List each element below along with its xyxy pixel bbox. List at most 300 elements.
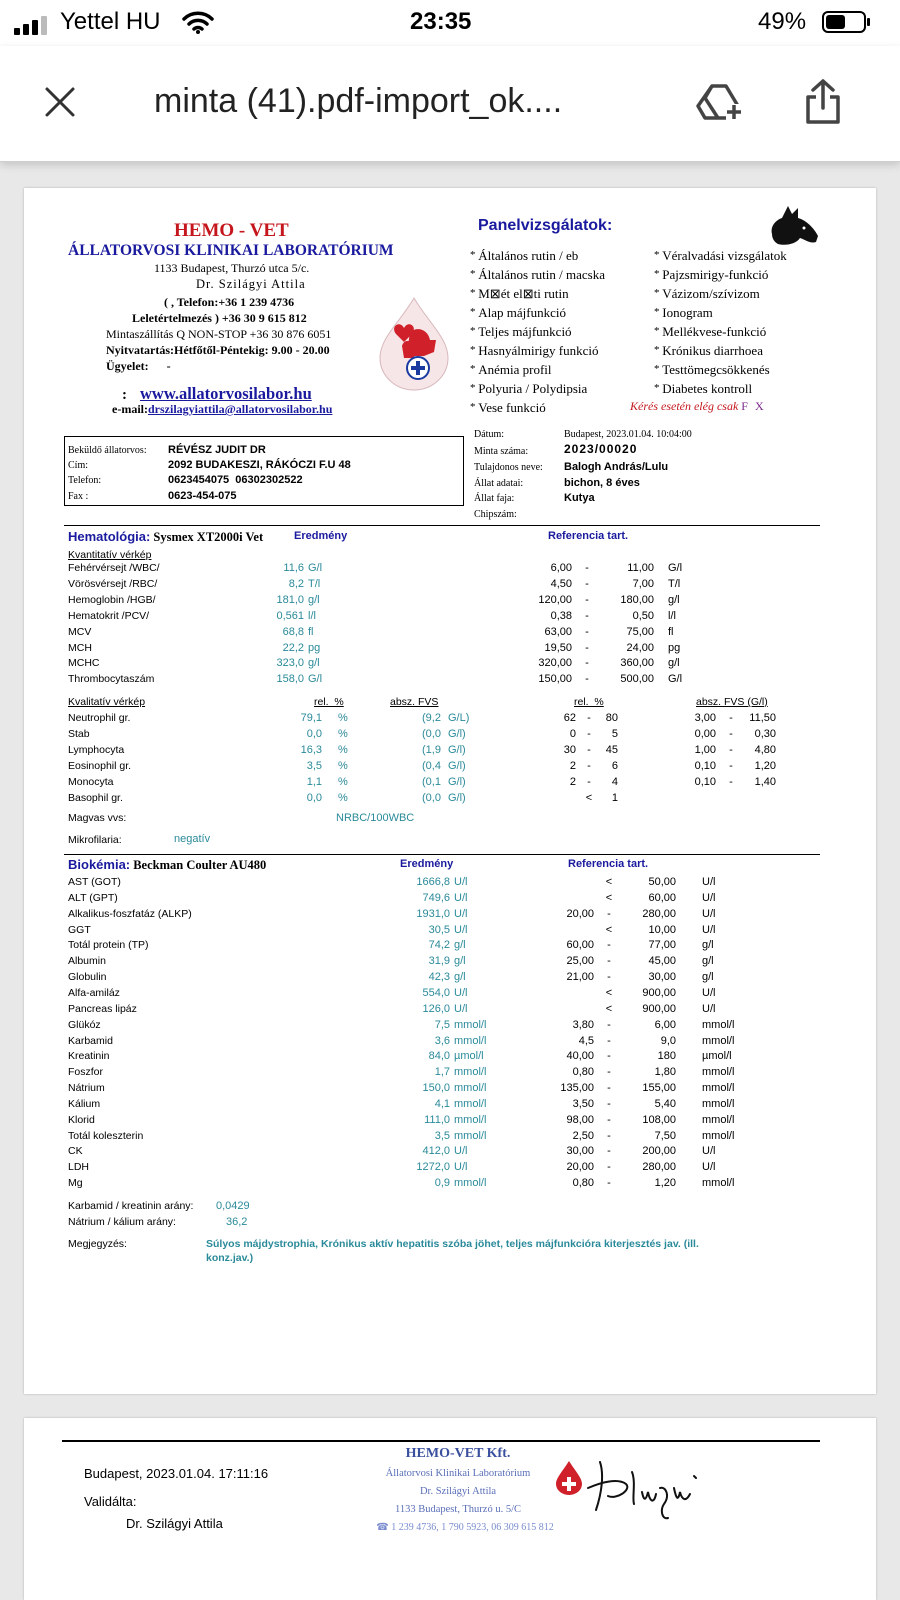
- abs-value: (0,4: [422, 759, 441, 772]
- reference-separator: -: [607, 907, 611, 920]
- reference-high: 180,00: [620, 593, 654, 606]
- rel-ref-high: 5: [611, 727, 618, 740]
- result-name: Klorid: [68, 1113, 95, 1126]
- sender-fax-label: Fax :: [68, 491, 89, 502]
- panel-item[interactable]: * Krónikus diarrhoea: [654, 341, 787, 360]
- abs-ref-low: 1,00: [694, 743, 716, 756]
- lab-name: HEMO - VET: [174, 220, 289, 241]
- result-unit: mmol/l: [454, 1082, 487, 1095]
- divider: [64, 854, 820, 855]
- result-name: Kreatinin: [68, 1050, 110, 1063]
- abs-ref-low: 0,10: [694, 759, 716, 772]
- result-value: 323,0: [276, 657, 304, 670]
- panel-item[interactable]: * Teljes májfunkció: [470, 322, 605, 341]
- result-value: 4,1: [434, 1097, 450, 1110]
- result-value-cell: [234, 610, 316, 623]
- result-unit: U/l: [454, 891, 468, 904]
- panel-item[interactable]: * M⊠ét el⊠ti rutin: [470, 284, 605, 303]
- abs-value: (0,0: [422, 727, 441, 740]
- result-value: 42,3: [428, 971, 450, 984]
- reference-cell: [534, 1082, 734, 1095]
- panel-item[interactable]: * Általános rutin / macska: [470, 265, 605, 284]
- rel-ref-low: 62: [563, 712, 576, 724]
- ratio-na-k: 36,2: [226, 1216, 248, 1228]
- abs-header: absz. FVS: [390, 696, 439, 708]
- rel-unit: %: [338, 791, 348, 804]
- panel-note-fx: F X: [741, 399, 766, 413]
- reference-unit: U/l: [702, 891, 716, 904]
- result-value: 30,5: [428, 923, 450, 936]
- reference-low: 4,50: [550, 577, 572, 590]
- reference-unit: U/l: [702, 876, 716, 888]
- lab-hours: Nyitvatartás:Hétfőtől-Péntekig: 9.00 - 20.00: [106, 343, 330, 357]
- reference-low: 2,50: [572, 1129, 594, 1142]
- remark-text-cont: konz.jav.): [206, 1252, 254, 1264]
- share-icon[interactable]: [804, 78, 842, 126]
- reference-low: 98,00: [566, 1113, 594, 1126]
- rel-value: 1,1: [306, 775, 322, 788]
- cell-name: Eosinophil gr.: [68, 759, 132, 772]
- reference-unit: U/l: [702, 1145, 716, 1158]
- reference-high: 180: [657, 1050, 676, 1063]
- panel-title: Panelvizsgálatok:: [478, 217, 613, 234]
- result-value: 158,0: [276, 673, 304, 686]
- panel-item[interactable]: * Általános rutin / eb: [470, 246, 605, 265]
- cell-name: Stab: [68, 727, 90, 740]
- reference-unit: pg: [668, 641, 681, 654]
- hematology-title: Hematológia:: [68, 529, 151, 544]
- result-value-cell: [380, 1003, 467, 1016]
- rel-unit: %: [338, 743, 348, 756]
- result-value-cell: [234, 673, 322, 686]
- result-value: 126,0: [422, 1002, 450, 1015]
- reference-low: 63,00: [544, 625, 572, 638]
- reference-unit: g/l: [702, 971, 714, 984]
- result-unit: l/l: [308, 609, 316, 622]
- result-name: Albumin: [68, 955, 106, 968]
- reference-high: 75,00: [626, 625, 654, 638]
- result-value: 11,6: [283, 562, 304, 574]
- rel-unit: %: [338, 759, 348, 772]
- result-value: 1931,0: [416, 907, 450, 920]
- reference-low: 19,50: [544, 641, 572, 654]
- result-name: Alfa-amiláz: [68, 986, 120, 999]
- species-label: Állat faja:: [474, 493, 515, 504]
- result-unit: mmol/l: [454, 1097, 487, 1110]
- panel-item[interactable]: * Alap májfunkció: [470, 303, 605, 322]
- reference-cell: [534, 1003, 715, 1016]
- result-name: Thrombocytaszám: [68, 673, 155, 686]
- biochemistry-result-header: Eredmény: [400, 858, 454, 870]
- reference-cell: [512, 578, 680, 591]
- result-unit: g/l: [454, 955, 466, 968]
- reference-high: 45,00: [648, 955, 676, 968]
- reference-separator: -: [607, 1097, 611, 1110]
- result-value: 74,2: [428, 939, 450, 952]
- add-to-drive-icon[interactable]: [696, 82, 744, 124]
- biochemistry-title: Biokémia:: [68, 857, 131, 872]
- reference-high: 1,20: [654, 1177, 676, 1190]
- reference-separator: -: [607, 1177, 611, 1190]
- abs-ref-low: 3,00: [694, 712, 716, 724]
- reference-high: 5,40: [654, 1097, 676, 1110]
- abs-ref-separator: -: [729, 743, 733, 756]
- result-unit: mmol/l: [454, 1018, 487, 1031]
- result-unit: mmol/l: [454, 1113, 487, 1126]
- panel-item[interactable]: * Anémia profil: [470, 360, 605, 379]
- biochemistry-device: Beckman Coulter AU480: [133, 858, 267, 872]
- reference-low: 20,00: [566, 1161, 594, 1174]
- result-value: 3,6: [434, 1034, 450, 1047]
- document-title: minta (41).pdf-import_ok....: [154, 82, 563, 120]
- hematology-result-header: Eredmény: [294, 530, 348, 542]
- abs-value: (9,2: [422, 712, 441, 724]
- website-link[interactable]: www.allatorvosilabor.hu: [140, 384, 312, 403]
- reference-high: 280,00: [642, 907, 676, 920]
- result-unit: U/l: [454, 986, 468, 999]
- validator-name: Dr. Szilágyi Attila: [126, 1516, 223, 1531]
- reference-separator: -: [607, 939, 611, 952]
- result-name: MCH: [68, 641, 92, 654]
- panel-item[interactable]: * Pajzsmirigy-funkció: [654, 265, 787, 284]
- sender-address-label: Cím:: [68, 460, 89, 471]
- battery-percent: 49%: [758, 8, 807, 35]
- abs-ref-high: 11,50: [749, 712, 776, 724]
- result-value-cell: [234, 578, 320, 591]
- blood-drop-icon: [554, 1460, 584, 1496]
- reference-high: 900,00: [642, 1002, 676, 1015]
- result-unit: G/l: [308, 562, 323, 574]
- reference-unit: mmol/l: [702, 1113, 735, 1126]
- abs-ref-low: 0,10: [694, 775, 716, 788]
- result-value-cell: [380, 908, 467, 921]
- reference-unit: l/l: [668, 609, 676, 622]
- reference-unit: mmol/l: [702, 1034, 735, 1047]
- reference-unit: U/l: [702, 923, 716, 936]
- abs-ref-header: absz. FVS (G/l): [696, 696, 768, 708]
- reference-cell: [512, 626, 674, 639]
- result-name: Karbamid: [68, 1034, 113, 1047]
- result-name: Hematokrit /PCV/: [68, 609, 150, 622]
- reference-low: 135,00: [560, 1082, 594, 1095]
- biochemistry-header: [68, 857, 266, 874]
- panel-item[interactable]: * Polyuria / Polydipsia: [470, 379, 605, 398]
- panel-item[interactable]: * Véralvadási vizsgálatok: [654, 246, 787, 265]
- reference-low: 25,00: [566, 955, 594, 968]
- reference-separator: -: [585, 673, 589, 686]
- result-value: 1,7: [434, 1066, 450, 1079]
- close-icon[interactable]: [44, 86, 76, 118]
- stamp-line: 1133 Budapest, Thurzó u. 5/C: [395, 1504, 521, 1515]
- stamp-line: Állatorvosi Klinikai Laboratórium: [385, 1468, 531, 1479]
- reference-unit: mmol/l: [702, 1018, 735, 1031]
- email-prefix: e-mail:: [112, 402, 148, 416]
- rel-ref-separator: -: [587, 712, 591, 724]
- result-unit: g/l: [308, 593, 320, 606]
- reference-cell: [534, 1035, 734, 1048]
- sender-value: RÉVÉSZ JUDIT DR: [168, 444, 266, 456]
- abs-ref-low: 0,00: [694, 727, 716, 740]
- reference-cell: [512, 642, 680, 655]
- result-name: Foszfor: [68, 1066, 104, 1079]
- panel-list-right: [654, 246, 787, 398]
- rel-unit: %: [338, 727, 348, 740]
- reference-separator: -: [607, 1113, 611, 1126]
- reference-high: 50,00: [648, 876, 676, 888]
- result-name: Pancreas lipáz: [68, 1002, 137, 1015]
- abs-value: (0,0: [422, 791, 441, 804]
- panel-item[interactable]: * Vázizom/szívizom: [654, 284, 787, 303]
- reference-separator: -: [607, 1066, 611, 1079]
- result-value-cell: [234, 657, 320, 670]
- stamp-line: Dr. Szilágyi Attila: [419, 1486, 497, 1497]
- reference-unit: g/l: [702, 955, 714, 968]
- abs-ref-high: 4,80: [754, 743, 776, 756]
- panel-list-left: [470, 246, 605, 417]
- reference-separator: -: [585, 657, 589, 670]
- reference-cell: [534, 1098, 734, 1111]
- reference-low: 30,00: [566, 1145, 594, 1158]
- result-value: 150,0: [422, 1082, 450, 1095]
- reference-high: 108,00: [642, 1113, 676, 1126]
- reference-unit: mmol/l: [702, 1082, 735, 1095]
- result-name: Fehérvérsejt /WBC/: [68, 562, 160, 574]
- reference-unit: mmol/l: [702, 1177, 735, 1190]
- wifi-icon: [182, 10, 214, 34]
- sender-phone: 0623454075 06302302522: [168, 474, 303, 486]
- remark-label: Megjegyzés:: [68, 1238, 127, 1250]
- reference-cell: [534, 1130, 734, 1143]
- divider: [64, 525, 820, 526]
- rel-ref-high: 6: [611, 759, 618, 772]
- rel-ref-separator: -: [587, 743, 591, 756]
- result-value-cell: [234, 594, 320, 607]
- nucleated-value: NRBC/100WBC: [336, 812, 415, 824]
- signature: [582, 1448, 722, 1528]
- reference-low: 3,50: [572, 1097, 594, 1110]
- reference-high: 9,0: [660, 1034, 676, 1047]
- rel-value: 0,0: [306, 727, 322, 740]
- result-value: 1272,0: [416, 1161, 450, 1174]
- reference-separator: -: [607, 1129, 611, 1142]
- rel-ref-separator: <: [585, 791, 593, 804]
- reference-unit: mmol/l: [702, 1097, 735, 1110]
- rel-ref-high: 4: [611, 775, 618, 788]
- animal-data-label: Állat adatai:: [474, 478, 524, 489]
- reference-unit: g/l: [668, 657, 680, 670]
- rel-ref-separator: -: [587, 727, 591, 740]
- result-value-cell: [234, 626, 314, 639]
- rel-unit: %: [338, 775, 348, 788]
- reference-low: 0,80: [572, 1177, 594, 1190]
- abs-value: (0,1: [422, 775, 441, 788]
- result-unit: g/l: [454, 939, 466, 952]
- rel-value: 79,1: [300, 712, 322, 724]
- reference-separator: <: [605, 923, 613, 936]
- result-name: Glükóz: [68, 1018, 101, 1031]
- result-value-cell: [380, 876, 467, 889]
- date-value: Budapest, 2023.01.04. 10:04:00: [564, 429, 692, 440]
- result-unit: U/l: [454, 1145, 468, 1158]
- result-value-cell: [380, 1066, 486, 1079]
- panel-item[interactable]: * Mellékvese-funkció: [654, 322, 787, 341]
- result-value-cell: [234, 642, 320, 655]
- ratio-na-k-label: Nátrium / kálium arány:: [68, 1216, 176, 1228]
- cell-name: Basophil gr.: [68, 791, 123, 804]
- carrier-name: Yettel HU: [60, 8, 161, 35]
- abs-value: (1,9: [422, 743, 441, 756]
- reference-separator: -: [585, 593, 589, 606]
- result-value: 84,0: [428, 1050, 450, 1063]
- sender-address: 2092 BUDAKESZI, RÁKÓCZI F.U 48: [168, 459, 351, 471]
- hematology-header: [68, 529, 263, 546]
- result-value: 0,9: [434, 1177, 450, 1190]
- result-value-cell: [380, 955, 466, 968]
- reference-low: 4,5: [578, 1034, 594, 1047]
- result-value-cell: [380, 971, 466, 984]
- reference-high: 7,00: [632, 577, 654, 590]
- reference-separator: <: [605, 876, 613, 888]
- status-bar: [0, 0, 900, 46]
- reference-cell: [512, 594, 680, 607]
- rel-ref-high: 45: [605, 743, 618, 756]
- panel-item[interactable]: * Testtömegcsökkenés: [654, 360, 787, 379]
- result-unit: U/l: [454, 923, 468, 936]
- reference-high: 0,50: [632, 609, 654, 622]
- result-value-cell: [380, 1019, 486, 1032]
- lab-address: 1133 Budapest, Thurzó utca 5/c.: [154, 261, 310, 275]
- result-unit: U/l: [454, 1002, 468, 1015]
- result-unit: U/l: [454, 876, 468, 888]
- cell-name: Monocyta: [68, 775, 114, 788]
- chip-label: Chipszám:: [474, 509, 517, 520]
- result-unit: pg: [308, 641, 321, 654]
- panel-item[interactable]: * Ionogram: [654, 303, 787, 322]
- reference-cell: [512, 562, 682, 575]
- clock: 23:35: [410, 8, 472, 35]
- result-unit: mmol/l: [454, 1129, 487, 1142]
- reference-cell: [534, 1114, 734, 1127]
- abs-unit: G/l): [448, 727, 466, 740]
- result-name: GGT: [68, 923, 91, 936]
- sample-number: 2023/00020: [564, 442, 638, 456]
- result-value: 1666,8: [416, 876, 450, 888]
- abs-ref-separator: -: [729, 759, 733, 772]
- rel-unit: %: [338, 712, 348, 724]
- reference-separator: -: [607, 1145, 611, 1158]
- result-unit: T/l: [308, 577, 321, 590]
- reference-separator: -: [607, 955, 611, 968]
- result-value-cell: [380, 1098, 486, 1111]
- hematology-device: Sysmex XT2000i Vet: [153, 530, 264, 544]
- reference-high: 1,80: [654, 1066, 676, 1079]
- reference-separator: <: [605, 891, 613, 904]
- reference-separator: <: [605, 1002, 613, 1015]
- reference-unit: g/l: [668, 593, 680, 606]
- reference-high: 500,00: [620, 673, 654, 686]
- abs-unit: G/L): [448, 712, 470, 724]
- abs-unit: G/l): [448, 791, 466, 804]
- reference-separator: -: [607, 1034, 611, 1047]
- panel-item[interactable]: * Vese funkció: [470, 398, 605, 417]
- reference-low: 120,00: [538, 593, 572, 606]
- reference-cell: [534, 955, 714, 968]
- reference-separator: <: [605, 986, 613, 999]
- abs-ref-high: 1,40: [754, 775, 776, 788]
- reference-high: 60,00: [648, 891, 676, 904]
- reference-cell: [534, 908, 715, 921]
- reference-high: 900,00: [642, 986, 676, 999]
- reference-separator: -: [607, 1082, 611, 1095]
- rel-ref-high: 80: [605, 712, 618, 724]
- result-value-cell: [380, 939, 466, 952]
- stamp-title: HEMO-VET Kft.: [405, 1446, 511, 1461]
- result-name: MCV: [68, 625, 92, 638]
- rel-value: 0,0: [306, 791, 322, 804]
- panel-item[interactable]: * Diabetes kontroll: [654, 379, 787, 398]
- reference-high: 11,00: [627, 562, 654, 574]
- reference-low: 320,00: [538, 657, 572, 670]
- reference-cell: [534, 1066, 734, 1079]
- microfilaria-label: Mikrofilaria:: [68, 834, 122, 846]
- result-unit: g/l: [454, 971, 466, 984]
- rel-ref-header: rel. %: [574, 696, 604, 708]
- abs-ref-separator: -: [729, 712, 733, 724]
- result-name: Kálium: [68, 1097, 101, 1110]
- abs-unit: G/l): [448, 759, 466, 772]
- reference-unit: g/l: [702, 939, 714, 952]
- abs-ref-high: 0,30: [754, 727, 776, 740]
- result-unit: mmol/l: [454, 1177, 487, 1190]
- quantitative-header: Kvantitatív vérkép: [68, 549, 152, 561]
- reference-high: 280,00: [642, 1161, 676, 1174]
- lab-results-phone: Leletértelmezés ) +36 30 9 615 812: [132, 311, 307, 325]
- email-link[interactable]: drszilagyiattila@allatorvosilabor.hu: [147, 402, 333, 416]
- abs-unit: G/l): [448, 775, 466, 788]
- reference-low: 60,00: [566, 939, 594, 952]
- reference-cell: [512, 673, 682, 686]
- reference-cell: [534, 939, 714, 952]
- validated-label: Validálta:: [84, 1494, 137, 1509]
- sample-no-label: Minta száma:: [474, 446, 529, 457]
- reference-unit: mmol/l: [702, 1066, 735, 1079]
- reference-unit: U/l: [702, 986, 716, 999]
- hematology-reference-header: Referencia tart.: [548, 530, 629, 542]
- result-unit: g/l: [308, 657, 320, 670]
- viewer-toolbar: [0, 46, 900, 162]
- ratio-urea-creatinine-label: Karbamid / kreatinin arány:: [68, 1200, 194, 1212]
- result-value: 7,5: [434, 1018, 450, 1031]
- pdf-page-2: [24, 1418, 876, 1600]
- reference-separator: -: [607, 1161, 611, 1174]
- reference-high: 30,00: [648, 971, 676, 984]
- species: Kutya: [564, 492, 595, 504]
- reference-separator: -: [585, 562, 589, 574]
- sender-label: Beküldő állatorvos:: [68, 445, 147, 456]
- result-name: Alkalikus-foszfatáz (ALKP): [68, 907, 192, 920]
- rel-ref-low: 0: [569, 727, 576, 740]
- panel-item[interactable]: * Hasnyálmirigy funkció: [470, 341, 605, 360]
- stamp-line: ☎ 1 239 4736, 1 790 5923, 06 309 615 812: [376, 1522, 554, 1533]
- cell-name: Lymphocyta: [68, 743, 125, 756]
- result-value: 111,0: [424, 1113, 450, 1126]
- abs-ref-separator: -: [729, 775, 733, 788]
- reference-cell: [512, 657, 680, 670]
- lab-phone: ( , Telefon:+36 1 239 4736: [164, 295, 295, 309]
- rel-header: rel. %: [314, 696, 344, 708]
- result-value: 3,5: [434, 1129, 450, 1142]
- reference-low: 40,00: [566, 1050, 594, 1063]
